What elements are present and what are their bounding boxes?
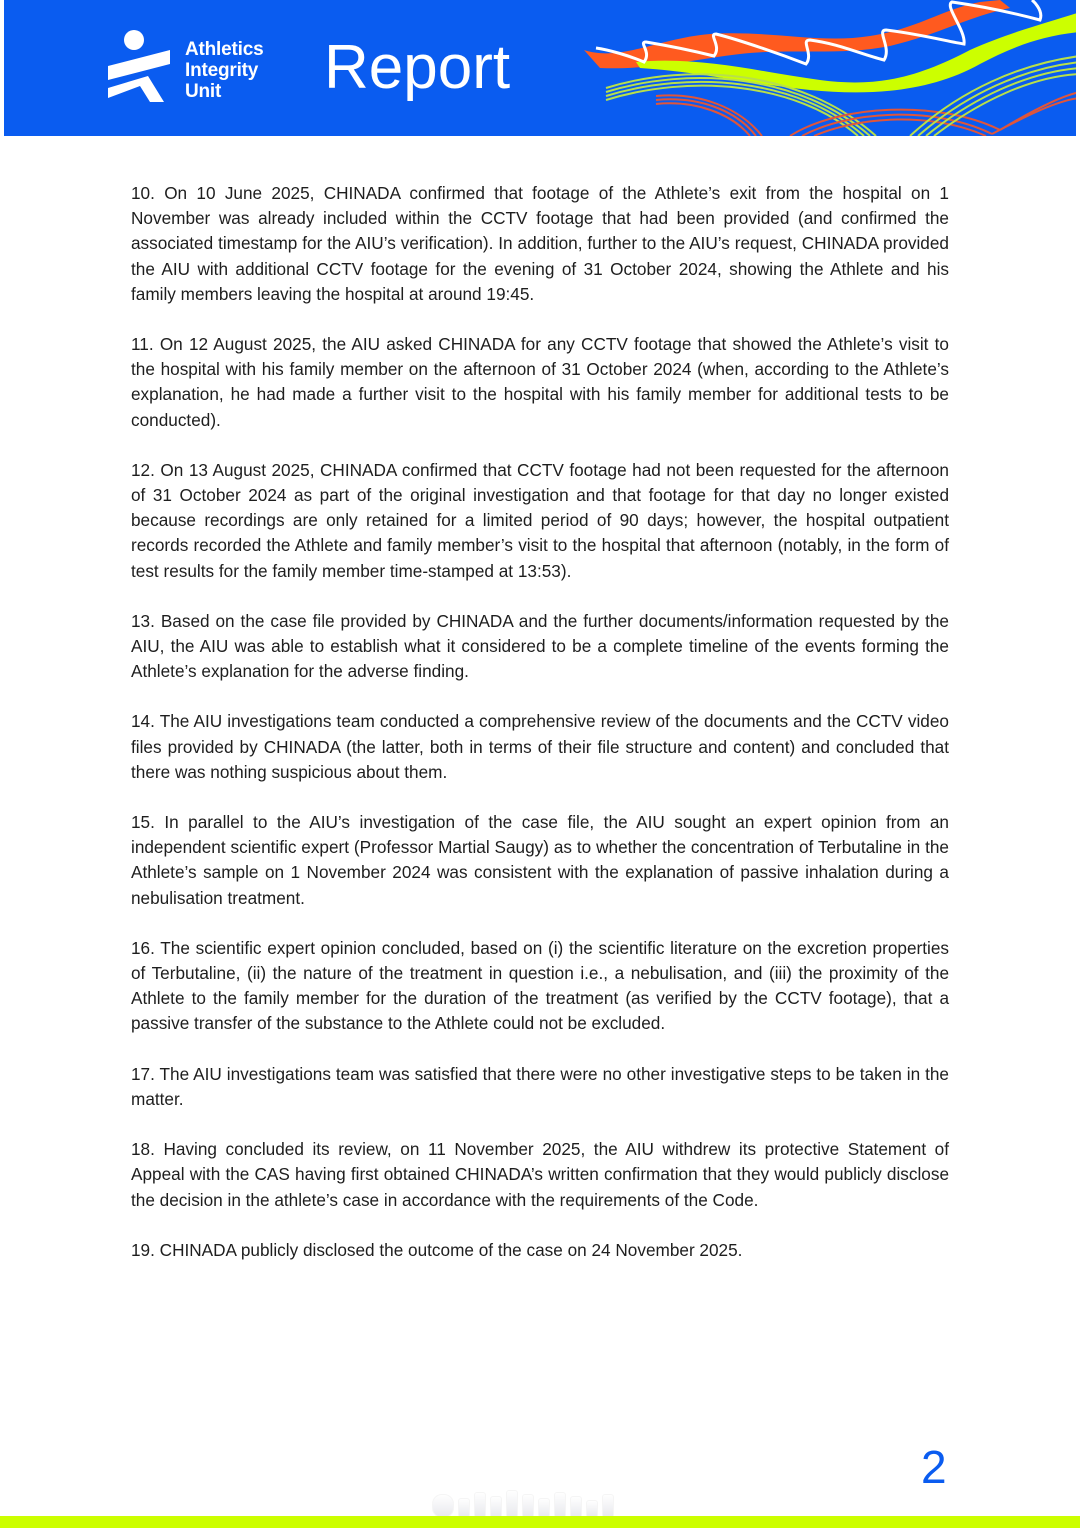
paragraph-12: 12. On 13 August 2025, CHINADA confirmed that CCTV footage had not been requested for the afternoon of 31 October 2024 as part of the original investigation and that footage for that day no longer existed because recordings are only retained for a limited period of 90 days; however, the hospital outpatient records recorded the Athlete and family member’s visit to the hospital that afternoon (notably, in the form of test results for the family member time-stamped at 13:53). [131,459,949,581]
paragraph-17: 17. The AIU investigations team was satisfied that there were no other investigative steps to be taken in the matter. [131,1063,949,1109]
paragraph-13: 13. Based on the case file provided by CHINADA and the further documents/information requested by the AIU, the AIU was able to establish what it considered to be a complete timeline of the events forming the Athlete’s explanation for the adverse finding. [131,610,949,682]
paragraph-11: 11. On 12 August 2025, the AIU asked CHINADA for any CCTV footage that showed the Athlete’s visit to the hospital with his family member on the afternoon of 31 October 2024 (when, according to the Athlete’s explanation, he had made a further visit to the hospital with his family member for additional tests to be conducted). [131,334,949,430]
report-body [131,181,949,1288]
footer-accent-bar [0,1516,1080,1528]
org-name [185,39,263,102]
page-number: 2 [921,1441,947,1493]
org-name-line-3: Unit [185,81,222,102]
report-header [4,0,1076,136]
paragraph-19: 19. CHINADA publicly disclosed the outcome of the case on 24 November 2025. [131,1239,743,1260]
watermark [432,1488,648,1518]
paragraph-15: 15. In parallel to the AIU’s investigation of the case file, the AIU sought an expert opinion from an independent scientific expert (Professor Martial Saugy) as to whether the concentration of Terbutaline in the Athlete’s sample on 1 November 2024 was consistent with the explanation of passive inhalation during a nebulisation treatment. [131,812,949,908]
header-wave-decoration [540,0,1076,136]
paragraph-10: 10. On 10 June 2025, CHINADA confirmed that footage of the Athlete’s exit from the hospital on 1 November was already included within the CCTV footage that had been provided (and confirmed the associated timestamp for the AIU’s verification). In addition, further to the AIU’s request, CHINADA provided the AIU with additional CCTV footage for the evening of 31 October 2024, showing the Athlete and his family members leaving the hospital at around 19:45. [131,183,949,304]
paragraph-16: 16. The scientific expert opinion concluded, based on (i) the scientific literature on the excretion properties of Terbutaline, (ii) the nature of the treatment in question i.e., a nebulisation, and (iii) the proximity of the Athlete to the family member for the duration of the treatment (as verified by the CCTV footage), that a passive transfer of the substance to the Athlete could not be excluded. [131,937,949,1034]
paragraph-18: 18. Having concluded its review, on 11 November 2025, the AIU withdrew its protective Statement of Appeal with the CAS having first obtained CHINADA’s written confirmation that they would publicly disclose the decision in the athlete’s case in accordance with the requirements of the Code. [131,1139,949,1210]
report-title: Report [324,33,511,102]
org-name-line-1: Athletics [185,39,264,60]
runner-logo-icon [104,28,174,104]
org-name-line-2: Integrity [185,60,259,81]
paragraph-14: 14. The AIU investigations team conducted a comprehensive review of the documents and the CCTV video files provided by CHINADA (the latter, both in terms of their file structure and content) and concluded that there was nothing suspicious about them. [131,711,949,782]
